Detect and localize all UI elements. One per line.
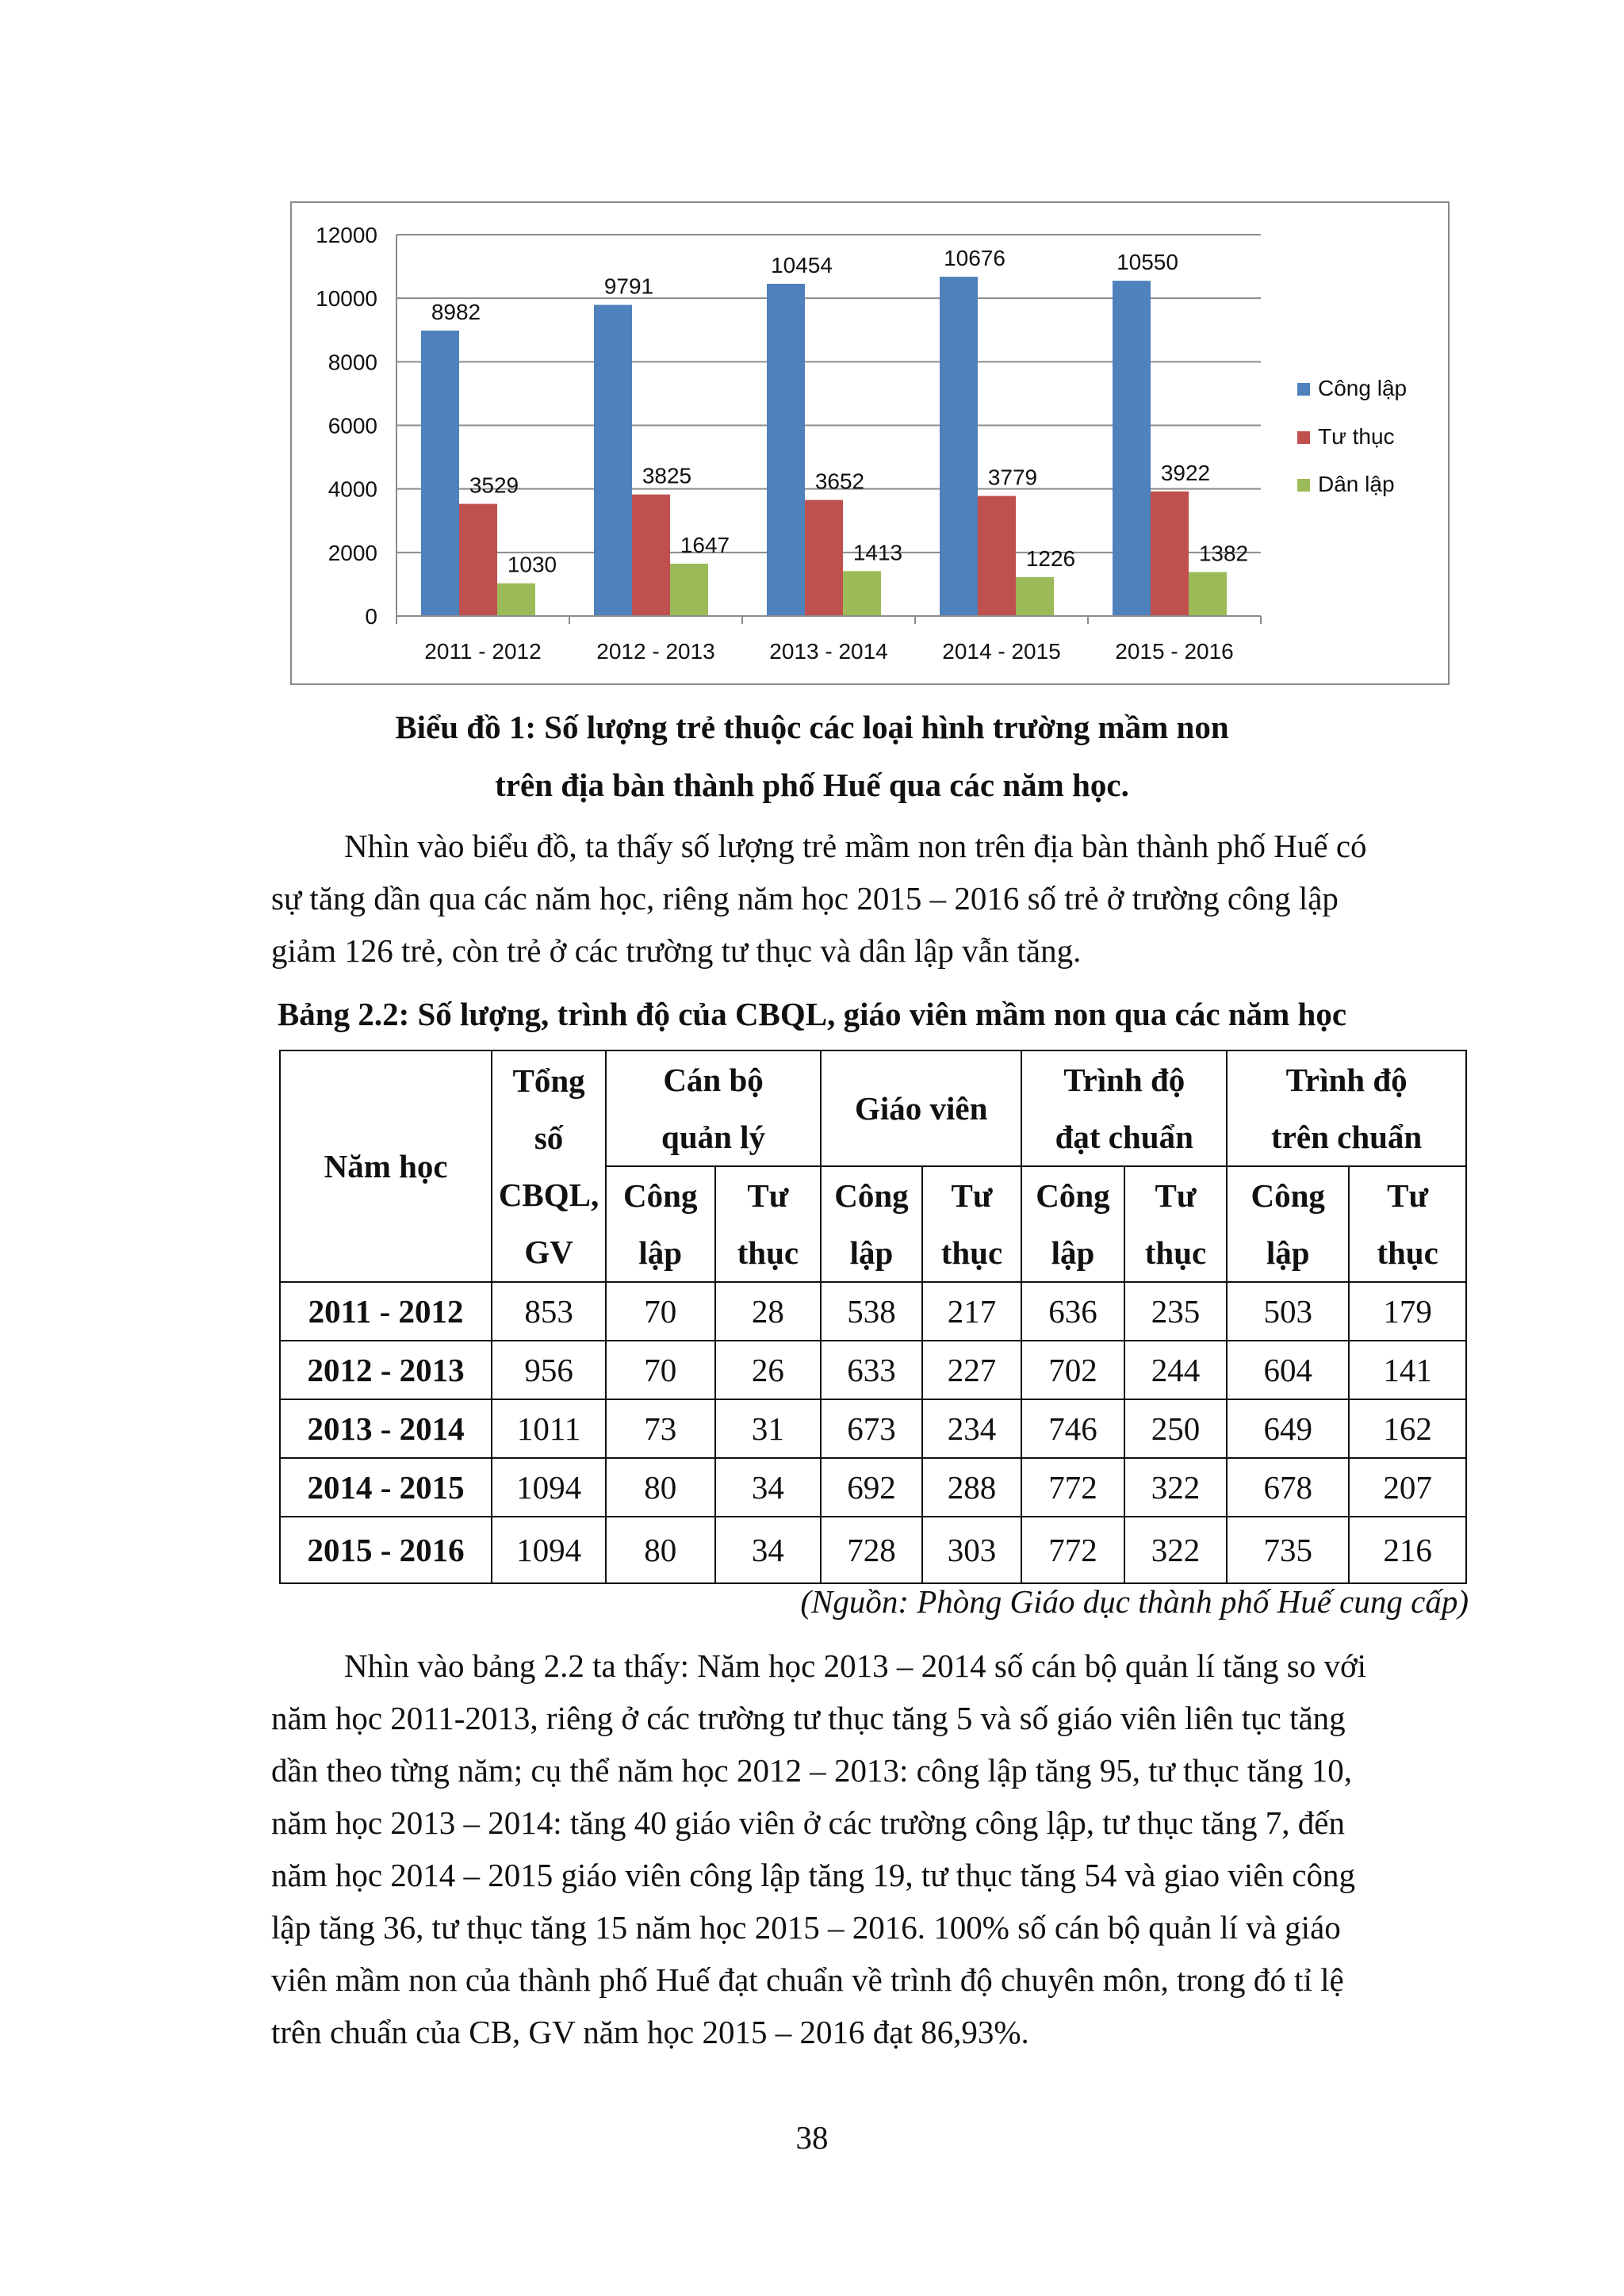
paragraph-1 (271, 820, 1469, 977)
data-label: 3652 (814, 469, 865, 494)
data-label: 10676 (944, 246, 1005, 271)
table-cell: 250 (1124, 1399, 1228, 1458)
data-label: 3529 (469, 473, 519, 498)
table-row (280, 1399, 1466, 1458)
header-total-line: CBQL, (498, 1177, 599, 1213)
table-cell: 73 (606, 1399, 715, 1458)
header-teachers: Giáo viên (821, 1050, 1021, 1166)
header-total-line: Tổng (512, 1062, 585, 1099)
subheader-private: Tư thục (715, 1166, 822, 1282)
bar (843, 571, 881, 616)
table-cell: 31 (715, 1399, 822, 1458)
header-standard (1021, 1050, 1227, 1166)
table-cell: 179 (1349, 1282, 1466, 1341)
y-tick-label: 12000 (316, 223, 377, 247)
table-cell: 322 (1124, 1458, 1228, 1517)
y-tick-label: 8000 (327, 350, 377, 375)
paragraph-2-line: lập tăng 36, tư thục tăng 15 năm học 2015 – 2016. 100% số cán bộ quản lí và giáo (271, 1909, 1341, 1946)
x-tick-label: 2014 - 2015 (942, 639, 1061, 664)
x-tick-label: 2013 - 2014 (769, 639, 888, 664)
table-cell: 162 (1349, 1399, 1466, 1458)
legend-swatch (1297, 479, 1310, 492)
table-cell: 26 (715, 1341, 822, 1399)
bar (805, 500, 843, 616)
header-standard-line: đạt chuẩn (1055, 1119, 1193, 1155)
table-cell-year: 2011 - 2012 (280, 1282, 492, 1341)
table-cell: 141 (1349, 1341, 1466, 1399)
table-cell: 673 (821, 1399, 922, 1458)
table-cell: 235 (1124, 1282, 1228, 1341)
legend-label: Công lập (1318, 376, 1408, 400)
data-label: 1647 (680, 532, 730, 557)
table-cell: 70 (606, 1282, 715, 1341)
bar (632, 495, 670, 616)
table-row (280, 1282, 1466, 1341)
paragraph-1-line: Nhìn vào biểu đồ, ta thấy số lượng trẻ mầm non trên địa bàn thành phố Huế có (344, 828, 1367, 864)
table-source: (Nguồn: Phòng Giáo dục thành phố Huế cung cấp) (800, 1583, 1469, 1620)
subheader-private: Tư thục (1349, 1166, 1466, 1282)
header-standard-line: Trình độ (1063, 1062, 1185, 1098)
data-label: 1382 (1198, 541, 1249, 566)
header-year: Năm học (280, 1050, 492, 1282)
header-total (492, 1050, 606, 1282)
header-cbql (606, 1050, 821, 1166)
table-cell: 288 (922, 1458, 1022, 1517)
data-label: 10454 (771, 252, 833, 277)
chart-caption-line-1: Biểu đồ 1: Số lượng trẻ thuộc các loại hình trường mầm non (395, 709, 1229, 745)
legend-swatch (1297, 431, 1310, 444)
y-tick-label: 10000 (316, 286, 377, 312)
subheader-private: Tư thục (922, 1166, 1022, 1282)
table-cell: 303 (922, 1517, 1022, 1583)
bar (978, 496, 1016, 616)
paragraph-1-line: giảm 126 trẻ, còn trẻ ở các trường tư thục và dân lập vẫn tăng. (271, 932, 1082, 969)
bar (670, 564, 708, 616)
bar (1151, 492, 1189, 616)
table-cell: 80 (606, 1517, 715, 1583)
data-label: 3922 (1160, 460, 1211, 485)
data-label: 1226 (1025, 545, 1076, 571)
data-label: 3779 (987, 465, 1038, 490)
data-label: 10550 (1116, 250, 1178, 275)
table-cell-year: 2014 - 2015 (280, 1458, 492, 1517)
subheader-public: Công lập (821, 1166, 922, 1282)
table-cell: 322 (1124, 1517, 1228, 1583)
header-cbql-line: Cán bộ (663, 1062, 764, 1098)
table-cell: 227 (922, 1341, 1022, 1399)
data-label: 1413 (852, 540, 903, 565)
table-cell: 746 (1021, 1399, 1124, 1458)
table-cell: 678 (1227, 1458, 1349, 1517)
table-cell-year: 2015 - 2016 (280, 1517, 492, 1583)
table-cell-year: 2012 - 2013 (280, 1341, 492, 1399)
table-row (280, 1517, 1466, 1583)
paragraph-2-line: trên chuẩn của CB, GV năm học 2015 – 2016 đạt 86,93%. (271, 2014, 1029, 2050)
subheader-public: Công lập (1227, 1166, 1349, 1282)
header-above-standard (1227, 1050, 1466, 1166)
bar (421, 331, 459, 616)
table-cell: 28 (715, 1282, 822, 1341)
subheader-private: Tư thục (1124, 1166, 1228, 1282)
y-tick-label: 4000 (327, 476, 377, 502)
bar (1113, 281, 1151, 616)
page-number: 38 (795, 2119, 829, 2156)
table-cell: 772 (1021, 1458, 1124, 1517)
bar (1189, 572, 1227, 616)
table-cell: 538 (821, 1282, 922, 1341)
table-cell: 692 (821, 1458, 922, 1517)
table-title: Bảng 2.2: Số lượng, trình độ của CBQL, giáo viên mầm non qua các năm học (277, 996, 1347, 1032)
bar (1016, 577, 1054, 616)
paragraph-2-line: Nhìn vào bảng 2.2 ta thấy: Năm học 2013 – 2014 số cán bộ quản lí tăng so với (344, 1647, 1367, 1684)
legend-label: Tư thục (1318, 424, 1395, 449)
table-cell: 216 (1349, 1517, 1466, 1583)
table-cell: 70 (606, 1341, 715, 1399)
paragraph-2-line: dần theo từng năm; cụ thể năm học 2012 – 2013: công lập tăng 95, tư thục tăng 10, (271, 1752, 1353, 1789)
y-tick-label: 6000 (327, 413, 377, 438)
chart-svg (292, 203, 1448, 683)
table-cell: 633 (821, 1341, 922, 1399)
table-cell: 702 (1021, 1341, 1124, 1399)
table-cell: 853 (492, 1282, 606, 1341)
table-cell: 80 (606, 1458, 715, 1517)
x-tick-label: 2015 - 2016 (1115, 639, 1234, 664)
bar (767, 284, 805, 616)
table-cell: 1094 (492, 1458, 606, 1517)
chart-caption-line-2: trên địa bàn thành phố Huế qua các năm học. (495, 767, 1129, 803)
staff-table (279, 1050, 1467, 1584)
paragraph-2-line: viên mầm non của thành phố Huế đạt chuẩn về trình độ chuyên môn, trong đó tỉ lệ (271, 1961, 1344, 1998)
bar (497, 584, 535, 616)
table-cell: 649 (1227, 1399, 1349, 1458)
x-tick-label: 2011 - 2012 (424, 639, 542, 664)
table-cell: 217 (922, 1282, 1022, 1341)
y-tick-label: 2000 (327, 540, 377, 565)
data-label: 3825 (642, 463, 692, 488)
table-row (280, 1458, 1466, 1517)
paragraph-2-line: năm học 2013 – 2014: tăng 40 giáo viên ở các trường công lập, tư thục tăng 7, đến (271, 1804, 1345, 1841)
table-cell: 1094 (492, 1517, 606, 1583)
subheader-public: Công lập (1021, 1166, 1124, 1282)
paragraph-2-line: năm học 2014 – 2015 giáo viên công lập tăng 19, tư thục tăng 54 và giao viên công (271, 1857, 1355, 1893)
bar (940, 277, 978, 616)
table-cell: 636 (1021, 1282, 1124, 1341)
legend-label: Dân lập (1318, 472, 1395, 496)
paragraph-2 (271, 1640, 1469, 2058)
legend-swatch (1297, 383, 1310, 396)
table-cell: 735 (1227, 1517, 1349, 1583)
table-cell: 34 (715, 1517, 822, 1583)
table-cell: 956 (492, 1341, 606, 1399)
table-cell: 234 (922, 1399, 1022, 1458)
table-cell: 604 (1227, 1341, 1349, 1399)
bar (459, 504, 497, 616)
table-cell: 1011 (492, 1399, 606, 1458)
table-cell: 207 (1349, 1458, 1466, 1517)
table-cell: 772 (1021, 1517, 1124, 1583)
y-tick-label: 0 (365, 604, 377, 629)
table-row (280, 1341, 1466, 1399)
header-cbql-line: quản lý (661, 1119, 766, 1155)
subheader-public: Công lập (606, 1166, 715, 1282)
header-above-line: Trình độ (1285, 1062, 1408, 1098)
data-label: 1030 (507, 552, 557, 577)
table-body (280, 1282, 1466, 1583)
table-cell: 244 (1124, 1341, 1228, 1399)
bar (594, 305, 632, 616)
data-label: 9791 (603, 274, 654, 299)
paragraph-2-line: năm học 2011-2013, riêng ở các trường tư thục tăng 5 và số giáo viên liên tục tăng (271, 1700, 1346, 1736)
table-cell: 728 (821, 1517, 922, 1583)
data-label: 8982 (431, 299, 481, 324)
header-above-line: trên chuẩn (1271, 1119, 1423, 1155)
bar-chart (290, 201, 1450, 685)
paragraph-1-line: sự tăng dần qua các năm học, riêng năm học 2015 – 2016 số trẻ ở trường công lập (271, 880, 1339, 916)
table-cell: 34 (715, 1458, 822, 1517)
table-cell-year: 2013 - 2014 (280, 1399, 492, 1458)
header-total-line: số (534, 1119, 564, 1156)
x-tick-label: 2012 - 2013 (596, 639, 715, 664)
header-total-line: GV (524, 1234, 573, 1270)
table-cell: 503 (1227, 1282, 1349, 1341)
